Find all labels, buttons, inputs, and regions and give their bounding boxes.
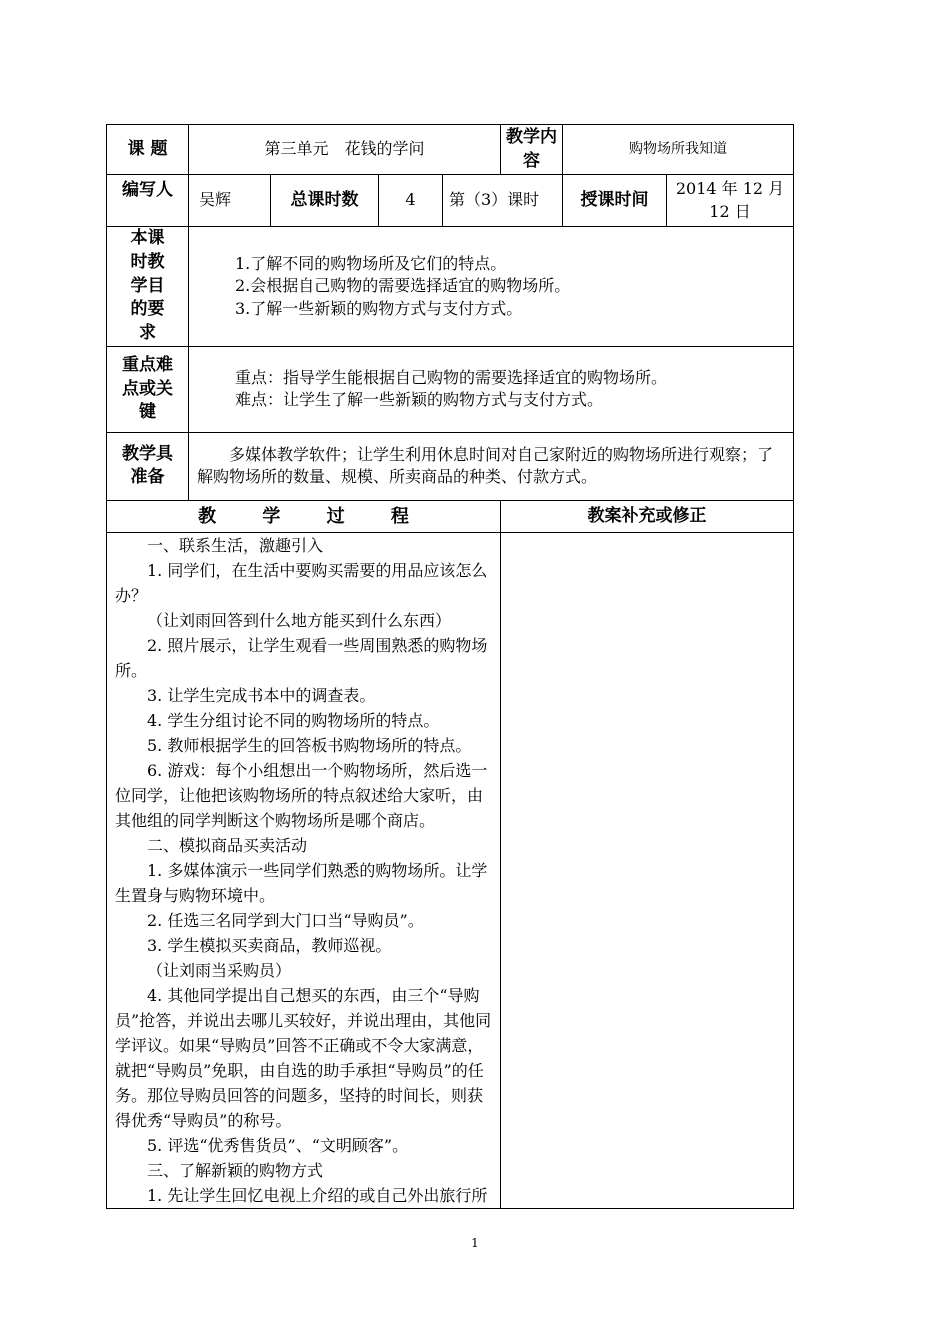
author-label: 编写人	[107, 175, 189, 227]
process-paragraph: 二、模拟商品买卖活动	[147, 835, 308, 855]
difficult-point: 难点：让学生了解一些新颖的购物方式与支付方式。	[235, 390, 604, 410]
process-paragraph: 3. 学生模拟买卖商品，教师巡视。	[147, 935, 392, 955]
notes-header: 教案补充或修正	[501, 500, 794, 532]
process-paragraph: （让刘雨回答到什么地方能买到什么东西）	[147, 610, 452, 630]
total-hours-label: 总课时数	[271, 175, 379, 227]
process-paragraph: 三、了解新颖的购物方式	[147, 1160, 324, 1180]
process-paragraph: 4. 学生分组讨论不同的购物场所的特点。	[147, 710, 440, 730]
key-points-label: 重点难点或关键	[107, 346, 189, 432]
content-value: 购物场所我知道	[563, 125, 794, 175]
process-paragraph: 1. 同学们，在生活中要购买需要的用品应该怎么办？	[115, 560, 488, 605]
process-content	[107, 532, 501, 1208]
lesson-plan-table	[106, 124, 794, 1209]
process-paragraph: 5. 评选“优秀售货员”、“文明顾客”。	[147, 1135, 409, 1155]
key-points-row	[107, 346, 794, 432]
process-body-row	[107, 532, 794, 1208]
time-label: 授课时间	[563, 175, 667, 227]
process-paragraph: 一、联系生活，激趣引入	[147, 535, 324, 555]
author-value: 吴辉	[189, 175, 271, 227]
content-label: 教学内容	[501, 125, 563, 175]
topic-row	[107, 125, 794, 175]
process-paragraph: 6. 游戏：每个小组想出一个购物场所，然后选一位同学，让他把该购物场所的特点叙述给大家听，由其他组的同学判断这个购物场所是哪个商店。	[115, 760, 488, 830]
goals-content	[189, 227, 794, 347]
goal-item: 1.了解不同的购物场所及它们的特点。	[235, 253, 507, 273]
process-paragraph: 1. 先让学生回忆电视上介绍的或自己外出旅行所	[147, 1185, 488, 1205]
author-row	[107, 175, 794, 227]
total-hours-value: 4	[379, 175, 443, 227]
goal-item: 3.了解一些新颖的购物方式与支付方式。	[235, 298, 523, 318]
goal-item: 2.会根据自己购物的需要选择适宜的购物场所。	[235, 276, 571, 296]
process-paragraph: （让刘雨当采购员）	[147, 960, 292, 980]
page-number: 1	[471, 1236, 479, 1250]
process-paragraph: 2. 任选三名同学到大门口当“导购员”。	[147, 910, 424, 930]
notes-content	[501, 532, 794, 1208]
process-paragraph: 4. 其他同学提出自己想买的东西，由三个“导购员”抢答，并说出去哪儿买较好，并说出理由，其他同学评议。如果“导购员”回答不正确或不令大家满意，就把“导购员”免职，由自选的助手承担“导购员”的任务。那位导购员回答的问题多，坚持的时间长，则获得优秀“导购员”的称号。	[115, 985, 492, 1130]
preparation-text: 多媒体教学软件；让学生利用休息时间对自己家附近的购物场所进行观察；了解购物场所的数量、规模、所卖商品的种类、付款方式。	[189, 432, 794, 500]
lesson-number: 第（3）课时	[443, 175, 563, 227]
preparation-row	[107, 432, 794, 500]
topic-label: 课 题	[107, 125, 189, 175]
key-points-content	[189, 346, 794, 432]
preparation-label: 教学具准备	[107, 432, 189, 500]
time-value: 2014 年 12 月 12 日	[667, 175, 794, 227]
key-point: 重点：指导学生能根据自己购物的需要选择适宜的购物场所。	[235, 368, 668, 388]
topic-value: 第三单元 花钱的学问	[189, 125, 501, 175]
process-paragraph: 5. 教师根据学生的回答板书购物场所的特点。	[147, 735, 472, 755]
process-paragraph: 3. 让学生完成书本中的调查表。	[147, 685, 376, 705]
goals-row	[107, 227, 794, 347]
process-header-row	[107, 500, 794, 532]
goals-label: 本课时教学目的要求	[107, 227, 189, 347]
process-header: 教 学 过 程	[107, 500, 501, 532]
process-paragraph: 1. 多媒体演示一些同学们熟悉的购物场所。让学生置身与购物环境中。	[115, 860, 488, 905]
process-paragraph: 2. 照片展示，让学生观看一些周围熟悉的购物场所。	[115, 635, 488, 680]
